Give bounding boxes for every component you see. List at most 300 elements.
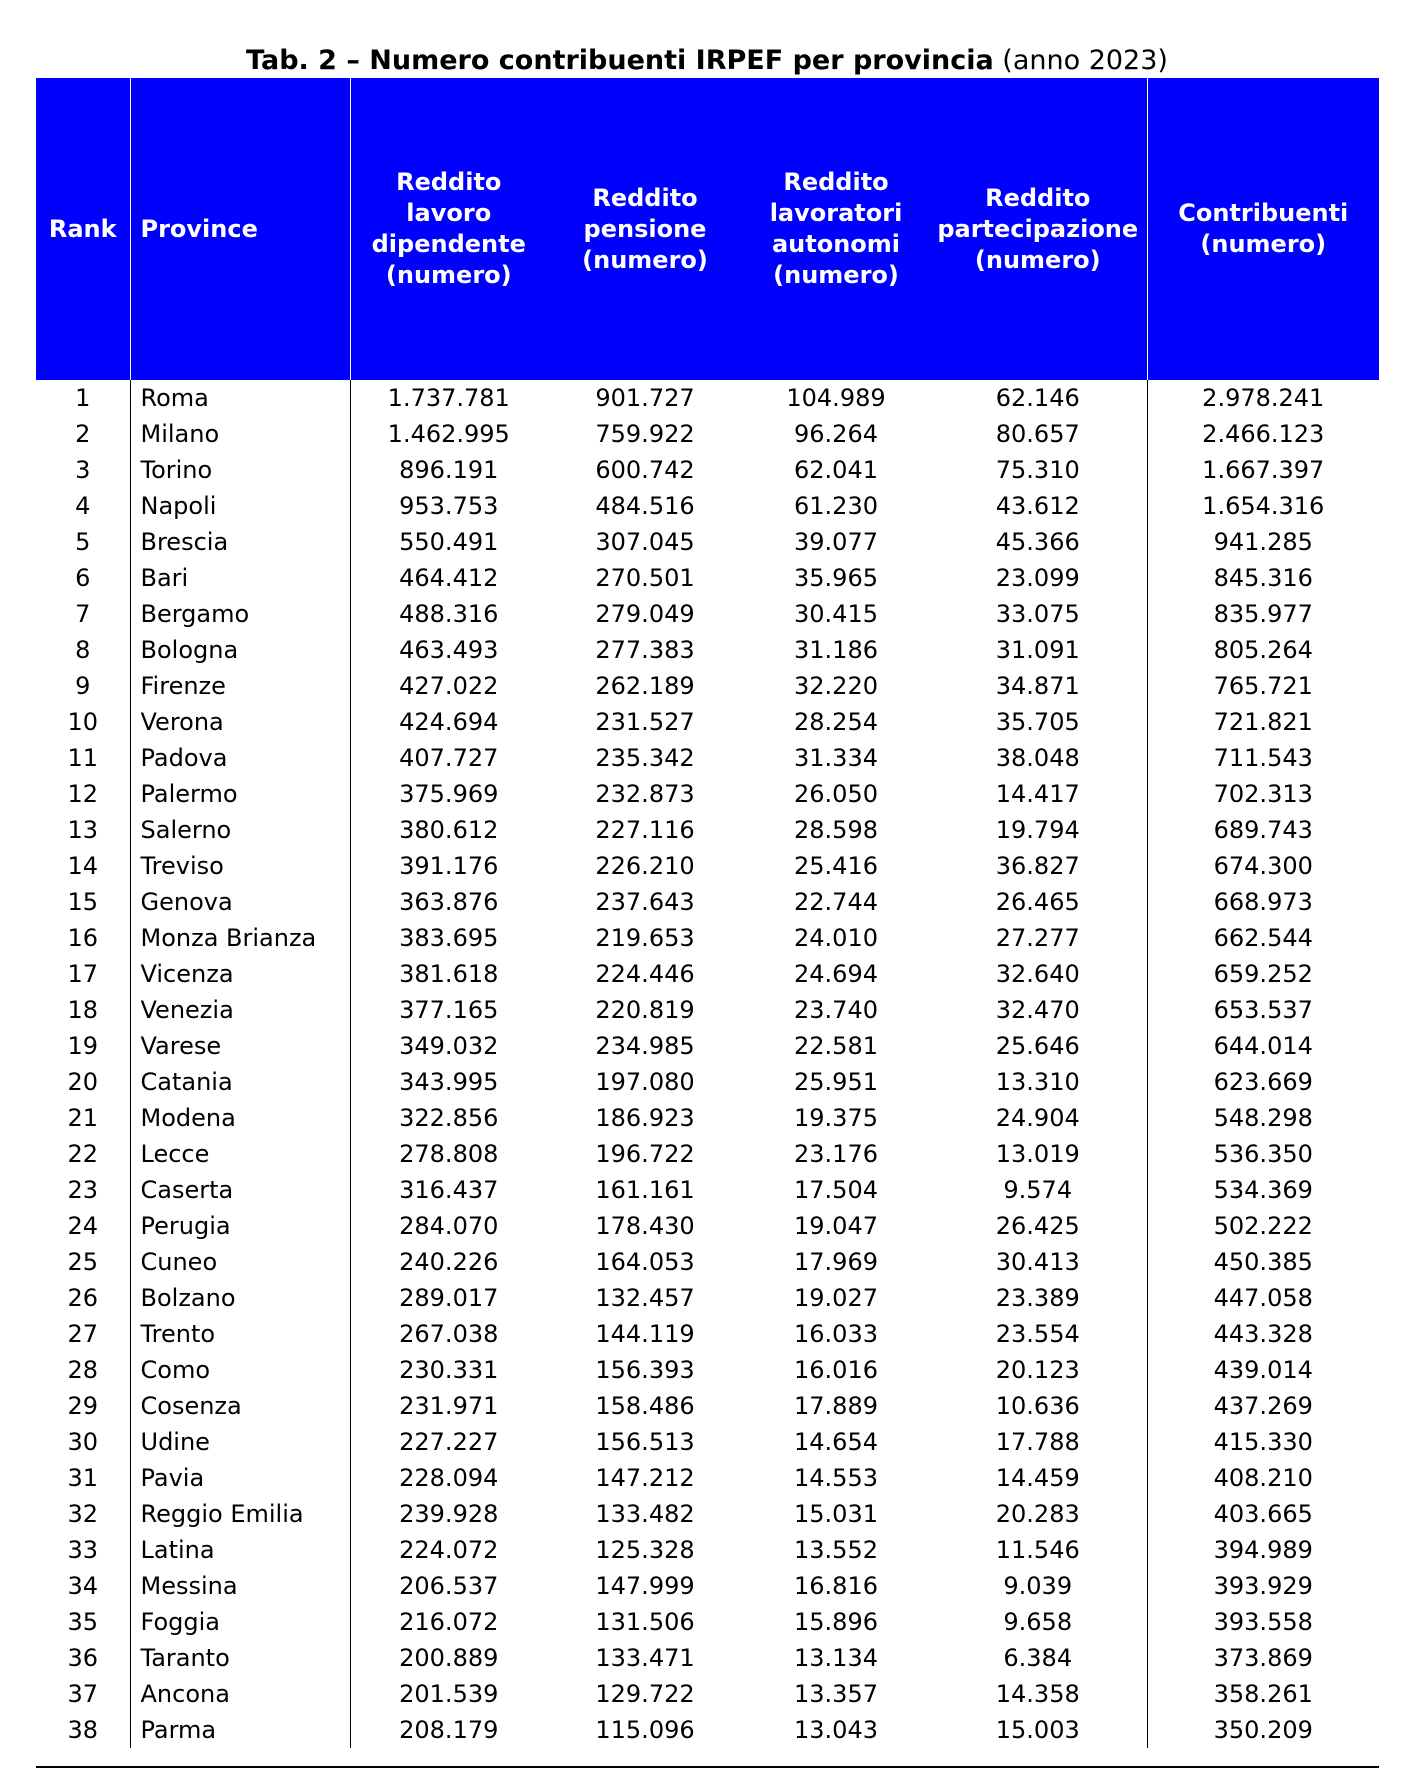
cell-reddito-autonomi: 17.504 — [794, 1176, 878, 1204]
cell-reddito-lavoro: 391.176 — [399, 852, 499, 880]
cell-reddito-lavoro: 1.462.995 — [387, 420, 510, 448]
cell-reddito-partecipazione: 6.384 — [929, 1640, 1147, 1676]
cell-reddito-lavoro: 227.227 — [399, 1428, 499, 1456]
cell-province: Varese — [130, 1028, 350, 1064]
cell-reddito-lavoro: 231.971 — [399, 1392, 499, 1420]
header-line: (numero) — [974, 245, 1101, 274]
cell-reddito-partecipazione: 80.657 — [929, 416, 1147, 452]
table-row — [36, 1244, 1379, 1280]
cell-rank: 16 — [36, 920, 130, 956]
cell-rank: 24 — [36, 1208, 130, 1244]
cell-contribuenti: 443.328 — [1213, 1320, 1313, 1348]
cell-reddito-partecipazione: 35.705 — [929, 704, 1147, 740]
table-row — [36, 1460, 1379, 1496]
cell-reddito-autonomi: 13.357 — [794, 1680, 878, 1708]
cell-reddito-pensione: 220.819 — [595, 996, 695, 1024]
cell-reddito-autonomi: 96.264 — [794, 420, 878, 448]
table-title-main: Tab. 2 – Numero contribuenti IRPEF per provincia — [246, 45, 994, 76]
cell-rank: 22 — [36, 1136, 130, 1172]
cell-reddito-partecipazione: 31.091 — [929, 632, 1147, 668]
table-row — [36, 524, 1379, 560]
cell-rank: 37 — [36, 1676, 130, 1712]
cell-reddito-lavoro: 322.856 — [399, 1104, 499, 1132]
table-row — [36, 848, 1379, 884]
cell-rank: 31 — [36, 1460, 130, 1496]
table-row — [36, 1316, 1379, 1352]
cell-province: Napoli — [130, 488, 350, 524]
cell-reddito-autonomi: 19.375 — [794, 1104, 878, 1132]
table-row — [36, 1172, 1379, 1208]
irpef-table — [36, 78, 1379, 1748]
cell-province: Bolzano — [130, 1280, 350, 1316]
cell-province: Verona — [130, 704, 350, 740]
cell-reddito-lavoro: 224.072 — [399, 1536, 499, 1564]
cell-reddito-autonomi: 16.816 — [794, 1572, 878, 1600]
cell-reddito-autonomi: 62.041 — [794, 456, 878, 484]
cell-reddito-pensione: 115.096 — [595, 1716, 695, 1744]
cell-reddito-partecipazione: 62.146 — [929, 380, 1147, 416]
cell-reddito-autonomi: 17.969 — [794, 1248, 878, 1276]
cell-province: Caserta — [130, 1172, 350, 1208]
table-body — [36, 380, 1379, 1748]
cell-reddito-lavoro: 464.412 — [399, 564, 499, 592]
cell-reddito-lavoro: 363.876 — [399, 888, 499, 916]
cell-reddito-partecipazione: 23.099 — [929, 560, 1147, 596]
cell-contribuenti: 702.313 — [1213, 780, 1313, 808]
cell-rank: 38 — [36, 1712, 130, 1748]
cell-rank: 18 — [36, 992, 130, 1028]
cell-reddito-lavoro: 208.179 — [399, 1716, 499, 1744]
table-row — [36, 1496, 1379, 1532]
cell-contribuenti: 765.721 — [1213, 672, 1313, 700]
header-line: partecipazione — [937, 214, 1139, 243]
table-row — [36, 1568, 1379, 1604]
cell-rank: 28 — [36, 1352, 130, 1388]
cell-reddito-autonomi: 17.889 — [794, 1392, 878, 1420]
cell-rank: 8 — [36, 632, 130, 668]
table-row — [36, 1208, 1379, 1244]
cell-reddito-lavoro: 463.493 — [399, 636, 499, 664]
table-row — [36, 1352, 1379, 1388]
cell-province: Padova — [130, 740, 350, 776]
table-row — [36, 1424, 1379, 1460]
cell-reddito-lavoro: 278.808 — [399, 1140, 499, 1168]
table-row — [36, 416, 1379, 452]
cell-reddito-autonomi: 23.740 — [794, 996, 878, 1024]
cell-reddito-partecipazione: 32.640 — [929, 956, 1147, 992]
cell-reddito-pensione: 224.446 — [595, 960, 695, 988]
cell-reddito-lavoro: 349.032 — [399, 1032, 499, 1060]
cell-province: Vicenza — [130, 956, 350, 992]
cell-rank: 6 — [36, 560, 130, 596]
cell-reddito-pensione: 133.482 — [595, 1500, 695, 1528]
cell-province: Venezia — [130, 992, 350, 1028]
table-row — [36, 1280, 1379, 1316]
cell-contribuenti: 689.743 — [1213, 816, 1313, 844]
table-row — [36, 1136, 1379, 1172]
cell-reddito-pensione: 178.430 — [595, 1212, 695, 1240]
table-row — [36, 560, 1379, 596]
cell-reddito-autonomi: 39.077 — [794, 528, 878, 556]
header-line: dipendente — [371, 230, 526, 258]
header-line: (numero) — [582, 245, 708, 274]
cell-reddito-lavoro: 230.331 — [399, 1356, 499, 1384]
cell-contribuenti: 659.252 — [1213, 960, 1313, 988]
cell-reddito-pensione: 144.119 — [595, 1320, 695, 1348]
table-title — [0, 44, 1414, 78]
cell-rank: 35 — [36, 1604, 130, 1640]
table-row — [36, 488, 1379, 524]
cell-reddito-autonomi: 24.010 — [794, 924, 878, 952]
cell-reddito-partecipazione: 19.794 — [929, 812, 1147, 848]
cell-reddito-lavoro: 380.612 — [399, 816, 499, 844]
cell-province: Ancona — [130, 1676, 350, 1712]
cell-reddito-autonomi: 35.965 — [794, 564, 878, 592]
cell-contribuenti: 548.298 — [1213, 1104, 1313, 1132]
cell-contribuenti: 415.330 — [1213, 1428, 1313, 1456]
cell-rank: 23 — [36, 1172, 130, 1208]
cell-contribuenti: 805.264 — [1213, 636, 1313, 664]
cell-reddito-partecipazione: 9.574 — [929, 1172, 1147, 1208]
cell-reddito-lavoro: 316.437 — [399, 1176, 499, 1204]
cell-province: Firenze — [130, 668, 350, 704]
cell-province: Parma — [130, 1712, 350, 1748]
cell-contribuenti: 534.369 — [1213, 1176, 1313, 1204]
cell-reddito-pensione: 759.922 — [595, 420, 695, 448]
table-row — [36, 1712, 1379, 1748]
cell-reddito-pensione: 232.873 — [595, 780, 695, 808]
cell-reddito-partecipazione: 20.283 — [929, 1496, 1147, 1532]
cell-reddito-partecipazione: 23.389 — [929, 1280, 1147, 1316]
table-row — [36, 704, 1379, 740]
cell-contribuenti: 2.466.123 — [1202, 420, 1325, 448]
cell-reddito-autonomi: 16.033 — [794, 1320, 878, 1348]
cell-reddito-lavoro: 383.695 — [399, 924, 499, 952]
header-province — [130, 78, 350, 380]
header-line: Reddito — [592, 183, 698, 212]
table-row — [36, 1676, 1379, 1712]
header-reddito-partecipazione — [929, 78, 1147, 380]
cell-province: Bari — [130, 560, 350, 596]
cell-province: Pavia — [130, 1460, 350, 1496]
cell-reddito-pensione: 156.393 — [595, 1356, 695, 1384]
cell-reddito-autonomi: 22.581 — [794, 1032, 878, 1060]
cell-rank: 2 — [36, 416, 130, 452]
cell-reddito-autonomi: 19.027 — [794, 1284, 878, 1312]
cell-reddito-partecipazione: 10.636 — [929, 1388, 1147, 1424]
cell-reddito-pensione: 196.722 — [595, 1140, 695, 1168]
cell-reddito-partecipazione: 9.658 — [929, 1604, 1147, 1640]
cell-reddito-autonomi: 19.047 — [794, 1212, 878, 1240]
table-row — [36, 1604, 1379, 1640]
cell-province: Brescia — [130, 524, 350, 560]
cell-province: Milano — [130, 416, 350, 452]
cell-reddito-pensione: 270.501 — [595, 564, 695, 592]
cell-rank: 7 — [36, 596, 130, 632]
cell-contribuenti: 2.978.241 — [1202, 384, 1325, 412]
cell-province: Udine — [130, 1424, 350, 1460]
cell-reddito-lavoro: 206.537 — [399, 1572, 499, 1600]
table-row — [36, 740, 1379, 776]
cell-reddito-pensione: 164.053 — [595, 1248, 695, 1276]
cell-reddito-partecipazione: 9.039 — [929, 1568, 1147, 1604]
cell-reddito-autonomi: 25.416 — [794, 852, 878, 880]
cell-reddito-pensione: 147.212 — [595, 1464, 695, 1492]
cell-reddito-autonomi: 30.415 — [794, 600, 878, 628]
cell-reddito-pensione: 901.727 — [595, 384, 695, 412]
cell-reddito-autonomi: 31.334 — [794, 744, 878, 772]
cell-reddito-autonomi: 14.553 — [794, 1464, 878, 1492]
cell-reddito-partecipazione: 33.075 — [929, 596, 1147, 632]
cell-reddito-partecipazione: 30.413 — [929, 1244, 1147, 1280]
cell-contribuenti: 450.385 — [1213, 1248, 1313, 1276]
table-row — [36, 920, 1379, 956]
cell-contribuenti: 1.667.397 — [1202, 456, 1325, 484]
cell-reddito-pensione: 600.742 — [595, 456, 695, 484]
cell-reddito-pensione: 484.516 — [595, 492, 695, 520]
cell-reddito-pensione: 219.653 — [595, 924, 695, 952]
cell-reddito-lavoro: 239.928 — [399, 1500, 499, 1528]
cell-reddito-pensione: 131.506 — [595, 1608, 695, 1636]
header-reddito-lavoro — [350, 78, 547, 380]
cell-rank: 32 — [36, 1496, 130, 1532]
cell-reddito-partecipazione: 13.310 — [929, 1064, 1147, 1100]
table-title-year: (anno 2023) — [1002, 45, 1168, 76]
cell-reddito-lavoro: 953.753 — [399, 492, 499, 520]
cell-reddito-partecipazione: 14.459 — [929, 1460, 1147, 1496]
header-rank — [36, 78, 130, 380]
cell-reddito-autonomi: 22.744 — [794, 888, 878, 916]
cell-rank: 15 — [36, 884, 130, 920]
cell-province: Bologna — [130, 632, 350, 668]
cell-rank: 13 — [36, 812, 130, 848]
cell-rank: 25 — [36, 1244, 130, 1280]
table-row — [36, 1064, 1379, 1100]
cell-reddito-pensione: 235.342 — [595, 744, 695, 772]
cell-rank: 3 — [36, 452, 130, 488]
cell-contribuenti: 394.989 — [1213, 1536, 1313, 1564]
cell-reddito-partecipazione: 26.425 — [929, 1208, 1147, 1244]
cell-reddito-pensione: 158.486 — [595, 1392, 695, 1420]
cell-contribuenti: 393.558 — [1213, 1608, 1313, 1636]
cell-rank: 14 — [36, 848, 130, 884]
cell-contribuenti: 941.285 — [1213, 528, 1313, 556]
table-row — [36, 632, 1379, 668]
cell-contribuenti: 437.269 — [1213, 1392, 1313, 1420]
cell-reddito-pensione: 161.161 — [595, 1176, 695, 1204]
cell-reddito-partecipazione: 14.417 — [929, 776, 1147, 812]
cell-reddito-lavoro: 377.165 — [399, 996, 499, 1024]
cell-rank: 30 — [36, 1424, 130, 1460]
cell-reddito-pensione: 307.045 — [595, 528, 695, 556]
cell-province: Cuneo — [130, 1244, 350, 1280]
header-reddito-pensione — [547, 78, 743, 380]
cell-contribuenti: 668.973 — [1213, 888, 1313, 916]
cell-province: Genova — [130, 884, 350, 920]
cell-contribuenti: 373.869 — [1213, 1644, 1313, 1672]
header-line: (numero) — [385, 261, 512, 289]
cell-reddito-pensione: 226.210 — [595, 852, 695, 880]
table-row — [36, 1028, 1379, 1064]
cell-reddito-lavoro: 216.072 — [399, 1608, 499, 1636]
cell-reddito-partecipazione: 20.123 — [929, 1352, 1147, 1388]
cell-contribuenti: 536.350 — [1213, 1140, 1313, 1168]
cell-reddito-lavoro: 375.969 — [399, 780, 499, 808]
bottom-divider — [36, 1766, 1379, 1768]
cell-contribuenti: 408.210 — [1213, 1464, 1313, 1492]
table-row — [36, 1532, 1379, 1568]
table-row — [36, 956, 1379, 992]
cell-reddito-partecipazione: 36.827 — [929, 848, 1147, 884]
cell-rank: 26 — [36, 1280, 130, 1316]
cell-reddito-autonomi: 16.016 — [794, 1356, 878, 1384]
cell-rank: 21 — [36, 1100, 130, 1136]
cell-reddito-autonomi: 13.043 — [794, 1716, 878, 1744]
table-row — [36, 776, 1379, 812]
cell-reddito-pensione: 156.513 — [595, 1428, 695, 1456]
header-contribuenti — [1147, 78, 1379, 380]
table-row — [36, 380, 1379, 416]
cell-contribuenti: 502.222 — [1213, 1212, 1313, 1240]
cell-reddito-partecipazione: 17.788 — [929, 1424, 1147, 1460]
cell-reddito-lavoro: 200.889 — [399, 1644, 499, 1672]
table-row — [36, 1388, 1379, 1424]
cell-reddito-pensione: 133.471 — [595, 1644, 695, 1672]
header-line: (numero) — [1200, 230, 1327, 258]
cell-reddito-autonomi: 23.176 — [794, 1140, 878, 1168]
cell-province: Messina — [130, 1568, 350, 1604]
table-row — [36, 884, 1379, 920]
table-row — [36, 812, 1379, 848]
cell-reddito-partecipazione: 34.871 — [929, 668, 1147, 704]
cell-reddito-autonomi: 13.552 — [794, 1536, 878, 1564]
cell-reddito-lavoro: 289.017 — [399, 1284, 499, 1312]
header-line: Contribuenti — [1178, 199, 1349, 227]
cell-reddito-pensione: 147.999 — [595, 1572, 695, 1600]
table-row — [36, 1100, 1379, 1136]
cell-reddito-pensione: 129.722 — [595, 1680, 695, 1708]
cell-reddito-autonomi: 14.654 — [794, 1428, 878, 1456]
cell-province: Monza Brianza — [130, 920, 350, 956]
cell-province: Lecce — [130, 1136, 350, 1172]
cell-reddito-autonomi: 31.186 — [794, 636, 878, 664]
cell-reddito-autonomi: 28.598 — [794, 816, 878, 844]
cell-reddito-lavoro: 1.737.781 — [387, 384, 510, 412]
cell-reddito-pensione: 262.189 — [595, 672, 695, 700]
cell-province: Bergamo — [130, 596, 350, 632]
cell-reddito-partecipazione: 26.465 — [929, 884, 1147, 920]
table-header — [36, 78, 1379, 380]
cell-rank: 29 — [36, 1388, 130, 1424]
cell-reddito-pensione: 277.383 — [595, 636, 695, 664]
cell-rank: 36 — [36, 1640, 130, 1676]
cell-reddito-autonomi: 61.230 — [794, 492, 878, 520]
table-row — [36, 992, 1379, 1028]
cell-reddito-autonomi: 28.254 — [794, 708, 878, 736]
cell-reddito-lavoro: 381.618 — [399, 960, 499, 988]
cell-province: Taranto — [130, 1640, 350, 1676]
cell-reddito-lavoro: 284.070 — [399, 1212, 499, 1240]
cell-reddito-pensione: 132.457 — [595, 1284, 695, 1312]
cell-reddito-pensione: 227.116 — [595, 816, 695, 844]
table-row — [36, 596, 1379, 632]
cell-reddito-partecipazione: 14.358 — [929, 1676, 1147, 1712]
cell-rank: 12 — [36, 776, 130, 812]
header-line: pensione — [583, 214, 707, 243]
cell-province: Trento — [130, 1316, 350, 1352]
cell-province: Torino — [130, 452, 350, 488]
cell-reddito-partecipazione: 38.048 — [929, 740, 1147, 776]
header-line: (numero) — [773, 261, 899, 289]
cell-province: Latina — [130, 1532, 350, 1568]
cell-contribuenti: 447.058 — [1213, 1284, 1313, 1312]
header-rank-label: Rank — [48, 214, 117, 243]
cell-reddito-autonomi: 32.220 — [794, 672, 878, 700]
cell-reddito-pensione: 125.328 — [595, 1536, 695, 1564]
cell-reddito-lavoro: 488.316 — [399, 600, 499, 628]
cell-reddito-partecipazione: 25.646 — [929, 1028, 1147, 1064]
table-row — [36, 668, 1379, 704]
cell-province: Roma — [130, 380, 350, 416]
cell-reddito-partecipazione: 23.554 — [929, 1316, 1147, 1352]
cell-reddito-lavoro: 343.995 — [399, 1068, 499, 1096]
cell-rank: 33 — [36, 1532, 130, 1568]
header-province-label: Province — [140, 214, 258, 243]
cell-reddito-pensione: 231.527 — [595, 708, 695, 736]
cell-reddito-autonomi: 25.951 — [794, 1068, 878, 1096]
cell-reddito-autonomi: 15.031 — [794, 1500, 878, 1528]
cell-reddito-partecipazione: 15.003 — [929, 1712, 1147, 1748]
cell-province: Foggia — [130, 1604, 350, 1640]
cell-rank: 19 — [36, 1028, 130, 1064]
cell-reddito-pensione: 197.080 — [595, 1068, 695, 1096]
cell-reddito-lavoro: 267.038 — [399, 1320, 499, 1348]
cell-contribuenti: 439.014 — [1213, 1356, 1313, 1384]
cell-reddito-lavoro: 228.094 — [399, 1464, 499, 1492]
header-line: Reddito — [985, 183, 1091, 212]
cell-rank: 4 — [36, 488, 130, 524]
cell-contribuenti: 835.977 — [1213, 600, 1313, 628]
cell-reddito-partecipazione: 43.612 — [929, 488, 1147, 524]
cell-rank: 27 — [36, 1316, 130, 1352]
cell-reddito-autonomi: 24.694 — [794, 960, 878, 988]
cell-contribuenti: 623.669 — [1213, 1068, 1313, 1096]
cell-reddito-lavoro: 424.694 — [399, 708, 499, 736]
cell-reddito-partecipazione: 13.019 — [929, 1136, 1147, 1172]
cell-reddito-pensione: 234.985 — [595, 1032, 695, 1060]
cell-rank: 11 — [36, 740, 130, 776]
cell-province: Catania — [130, 1064, 350, 1100]
cell-contribuenti: 1.654.316 — [1202, 492, 1325, 520]
cell-contribuenti: 845.316 — [1213, 564, 1313, 592]
cell-province: Perugia — [130, 1208, 350, 1244]
cell-reddito-partecipazione: 27.277 — [929, 920, 1147, 956]
cell-reddito-lavoro: 407.727 — [399, 744, 499, 772]
cell-rank: 10 — [36, 704, 130, 740]
cell-reddito-lavoro: 201.539 — [399, 1680, 499, 1708]
cell-reddito-partecipazione: 11.546 — [929, 1532, 1147, 1568]
cell-contribuenti: 644.014 — [1213, 1032, 1313, 1060]
cell-contribuenti: 403.665 — [1213, 1500, 1313, 1528]
cell-reddito-partecipazione: 32.470 — [929, 992, 1147, 1028]
cell-province: Como — [130, 1352, 350, 1388]
cell-reddito-lavoro: 896.191 — [399, 456, 499, 484]
cell-province: Palermo — [130, 776, 350, 812]
cell-rank: 20 — [36, 1064, 130, 1100]
cell-reddito-lavoro: 240.226 — [399, 1248, 499, 1276]
cell-reddito-partecipazione: 45.366 — [929, 524, 1147, 560]
cell-province: Salerno — [130, 812, 350, 848]
